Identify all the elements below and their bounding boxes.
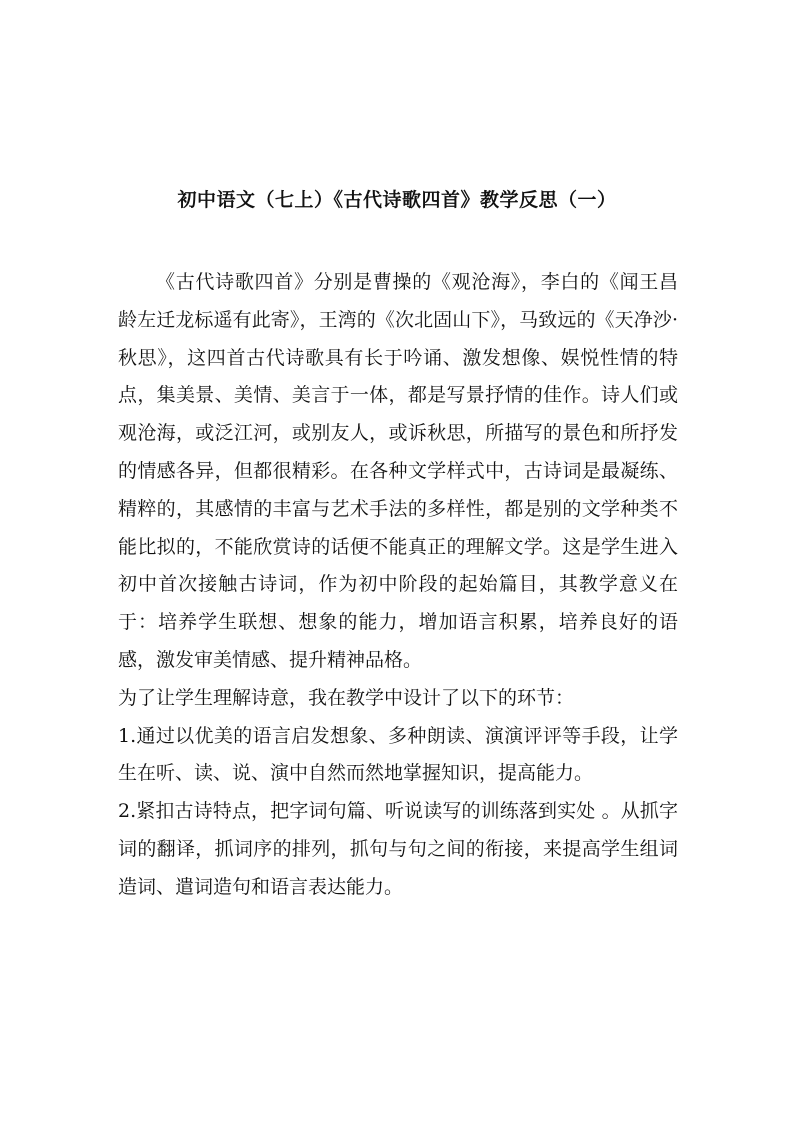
- document-title: 初中语文（七上）《古代诗歌四首》教学反思（一）: [177, 189, 617, 211]
- paragraph-step-1: 1.通过以优美的语言启发想象、多种朗读、演演评评等手段，让学生在听、读、说、演中自然而然地掌握知识，提高能力。: [118, 724, 678, 785]
- document-body: [118, 264, 678, 907]
- paragraph-step-2: 2.紧扣古诗特点，把字词句篇、听说读写的训练落到实处 。从抓字词的翻译，抓词序的排列，抓句与句之间的衔接，来提高学生组词造词、遣词造句和语言表达能力。: [118, 800, 678, 898]
- paragraph-intro: 《古代诗歌四首》分别是曹操的《观沧海》，李白的《闻王昌龄左迁龙标遥有此寄》，王湾的《次北固山下》，马致远的《天净沙·秋思》，这四首古代诗歌具有长于吟诵、激发想像、娱悦性情的特点，集美景、美情、美言于一体，都是写景抒情的佳作。诗人们或观沧海，或泛江河，或别友人，或诉秋思，所描写的景色和所抒发的情感各异，但都很精彩。在各种文学样式中，古诗词是最凝练、精粹的，其感情的丰富与艺术手法的多样性，都是别的文学种类不能比拟的，不能欣赏诗的话便不能真正的理解文学。这是学生进入初中首次接触古诗词，作为初中阶段的起始篇目，其教学意义在于：培养学生联想、想象的能力，增加语言积累，培养良好的语感，激发审美情感、提升精神品格。: [118, 271, 678, 671]
- paragraph-design-lead: 为了让学生理解诗意，我在教学中设计了以下的环节：: [118, 686, 575, 709]
